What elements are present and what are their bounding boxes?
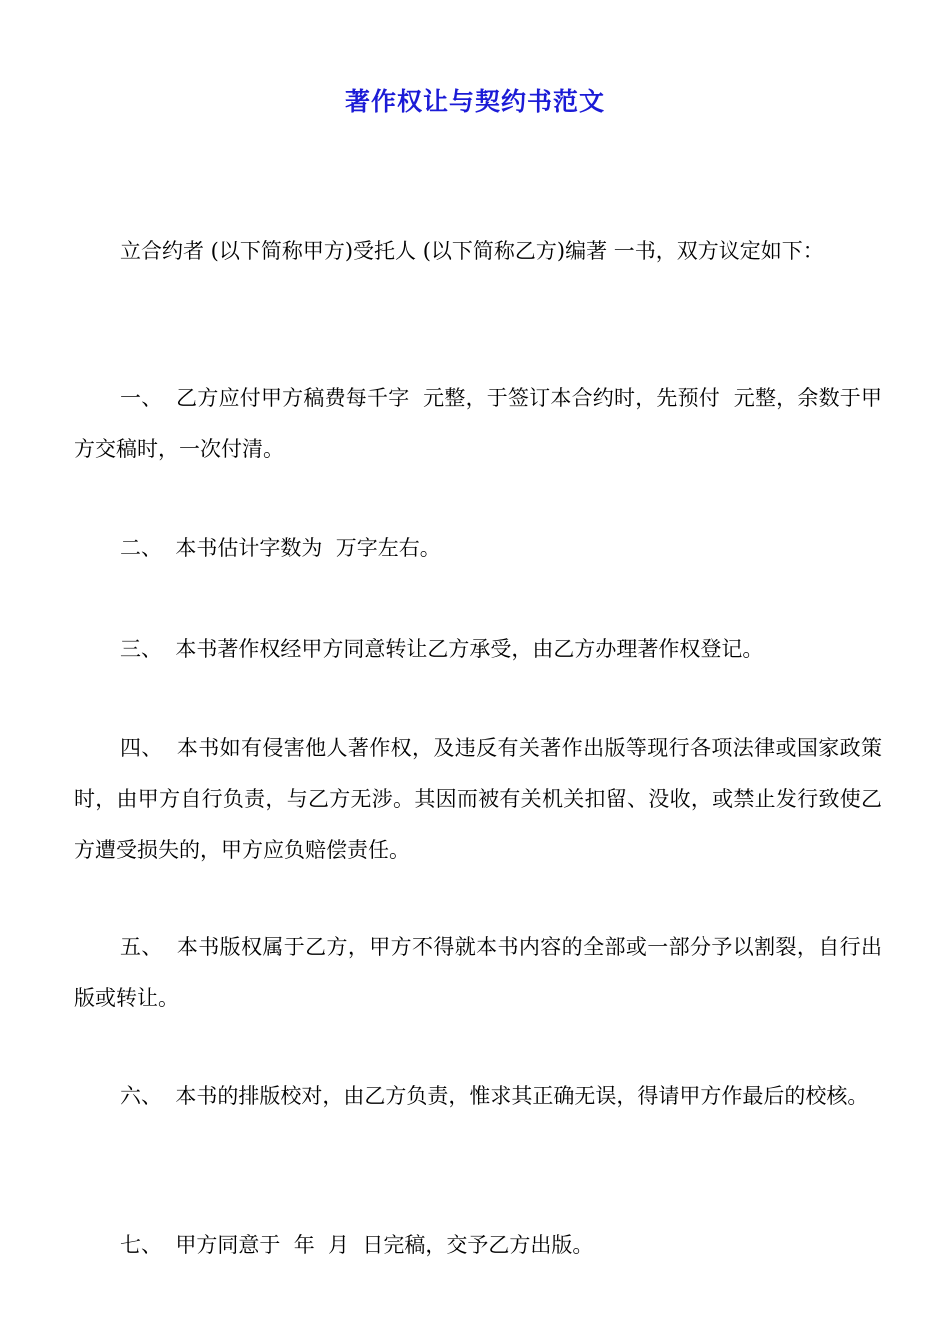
document-title: 著作权让与契约书范文 [344,87,605,116]
clause-1: 一、 乙方应付甲方稿费每千字 元整，于签订本合约时，先预付 元整，余数于甲方交稿时，一次付清。 [74,386,882,461]
clause-7: 七、 甲方同意于 年 月 日完稿，交予乙方出版。 [120,1233,594,1257]
clause-3: 三、 本书著作权经甲方同意转让乙方承受，由乙方办理著作权登记。 [120,637,764,661]
clause-4: 四、 本书如有侵害他人著作权，及违反有关著作出版等现行各项法律或国家政策时，由甲方自行负责，与乙方无涉。其因而被有关机关扣留、没收，或禁止发行致使乙方遭受损失的，甲方应负赔偿责任。 [74,736,882,862]
clause-5: 五、 本书版权属于乙方，甲方不得就本书内容的全部或一部分予以割裂，自行出版或转让。 [74,935,882,1010]
clause-6: 六、 本书的排版校对，由乙方负责，惟求其正确无误，得请甲方作最后的校核。 [120,1084,869,1108]
intro-paragraph: 立合约者 (以下简称甲方)受托人 (以下简称乙方)编著 一书，双方议定如下： [120,239,824,263]
clause-2: 二、 本书估计字数为 万字左右。 [120,536,441,560]
